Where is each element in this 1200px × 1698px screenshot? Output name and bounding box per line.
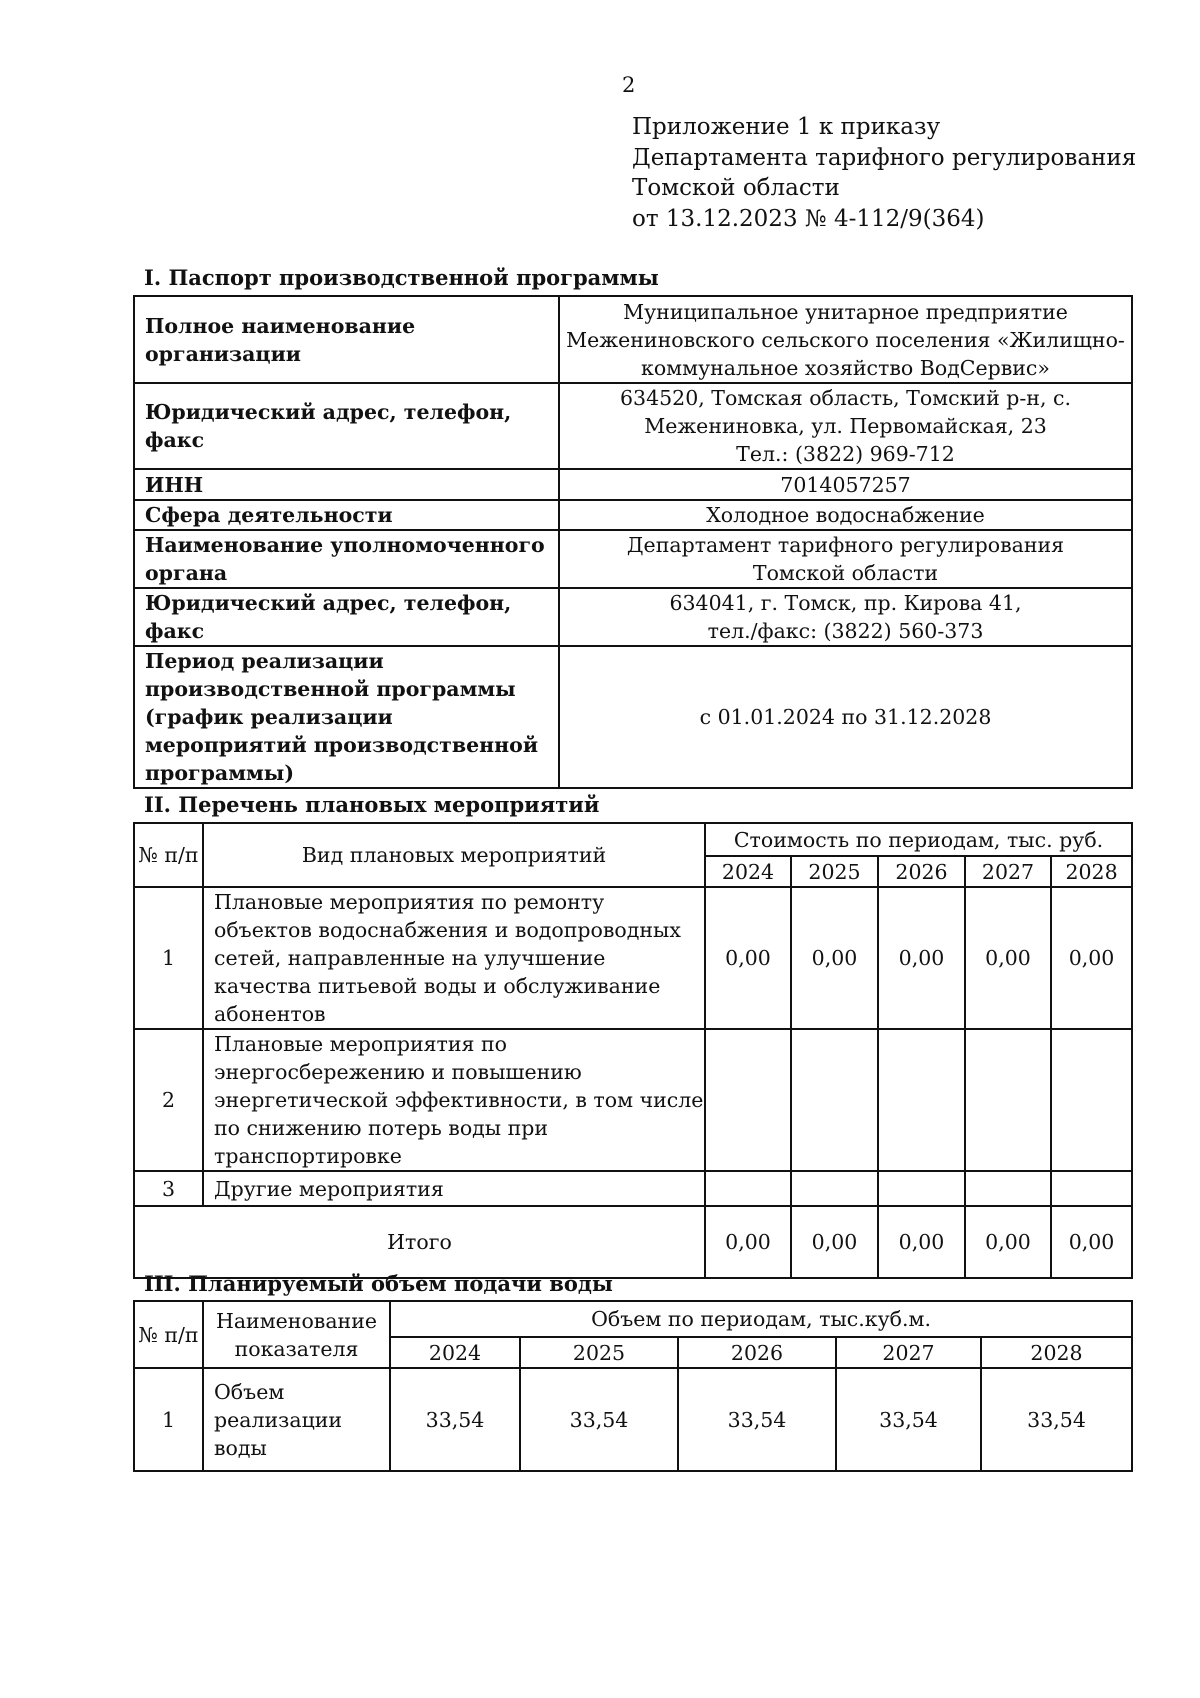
cost-cell (705, 1029, 791, 1171)
cost-cell: 0,00 (965, 887, 1051, 1029)
indicator-name: Объем реализации воды (203, 1368, 390, 1471)
table-header-row (134, 823, 1132, 856)
year-header: 2025 (520, 1337, 678, 1368)
value-line: тел./факс: (3822) 560-373 (707, 619, 984, 643)
header-number: № п/п (134, 1301, 203, 1368)
value-line: Томской области (752, 561, 939, 585)
volume-cell: 33,54 (390, 1368, 520, 1471)
cost-cell (791, 1029, 878, 1171)
passport-value: с 01.01.2024 по 31.12.2028 (559, 646, 1132, 788)
total-cell: 0,00 (878, 1206, 965, 1278)
measures-table (133, 822, 1133, 1279)
passport-label: Наименование уполномоченного органа (134, 530, 559, 588)
header-indicator: Наименование показателя (203, 1301, 390, 1368)
row-number: 1 (134, 1368, 203, 1471)
value-line: 634041, г. Томск, пр. Кирова 41, (669, 591, 1022, 615)
passport-label: Полное наименование организации (134, 296, 559, 383)
table-row (134, 1171, 1132, 1206)
cost-cell: 0,00 (791, 887, 878, 1029)
value-line: коммунальное хозяйство ВодСервис» (641, 355, 1050, 380)
passport-table (133, 295, 1133, 789)
volume-cell: 33,54 (678, 1368, 836, 1471)
total-cell: 0,00 (705, 1206, 791, 1278)
cost-cell (1051, 1029, 1132, 1171)
total-label: Итого (134, 1206, 705, 1278)
year-header: 2026 (678, 1337, 836, 1368)
cost-cell (791, 1171, 878, 1206)
volume-cell: 33,54 (981, 1368, 1132, 1471)
value-line: 634520, Томская область, Томский р-н, с. (620, 386, 1071, 410)
year-header: 2027 (836, 1337, 981, 1368)
table-row (134, 383, 1132, 469)
table-row (134, 588, 1132, 646)
row-number: 1 (134, 887, 203, 1029)
table-row (134, 887, 1132, 1029)
year-header: 2028 (1051, 856, 1132, 887)
header-number: № п/п (134, 823, 203, 887)
passport-value (559, 383, 1132, 469)
value-line: Тел.: (3822) 969-712 (736, 442, 955, 466)
section-2-title: II. Перечень плановых мероприятий (144, 792, 600, 817)
header-volume: Объем по периодам, тыс.куб.м. (390, 1301, 1132, 1337)
table-row (134, 646, 1132, 788)
table-row (134, 469, 1132, 500)
cost-cell (965, 1029, 1051, 1171)
cost-cell: 0,00 (878, 887, 965, 1029)
cost-cell (878, 1029, 965, 1171)
appendix-line: от 13.12.2023 № 4-112/9(364) (632, 205, 985, 232)
table-row (134, 1029, 1132, 1171)
appendix-line: Департамента тарифного регулирования (632, 144, 1137, 171)
year-header: 2028 (981, 1337, 1132, 1368)
total-row (134, 1206, 1132, 1278)
total-cell: 0,00 (965, 1206, 1051, 1278)
cost-cell (705, 1171, 791, 1206)
measure-name: Плановые мероприятия по энергосбережению и повышению энергетической эффективности, в том числе по снижению потерь воды при транспортировке (203, 1029, 705, 1171)
section-3-title: III. Планируемый объем подачи воды (144, 1271, 613, 1296)
year-header: 2027 (965, 856, 1051, 887)
year-header: 2025 (791, 856, 878, 887)
passport-label: Юридический адрес, телефон, факс (134, 588, 559, 646)
volume-cell: 33,54 (836, 1368, 981, 1471)
cost-cell (1051, 1171, 1132, 1206)
measure-name: Плановые мероприятия по ремонту объектов водоснабжения и водопроводных сетей, направленные на улучшение качества питьевой воды и обслуживание абонентов (203, 887, 705, 1029)
page-number: 2 (622, 73, 636, 97)
cost-cell: 0,00 (705, 887, 791, 1029)
passport-label: Юридический адрес, телефон, факс (134, 383, 559, 469)
header-measure-type: Вид плановых мероприятий (203, 823, 705, 887)
appendix-header (632, 112, 1136, 234)
passport-value (559, 530, 1132, 588)
year-header: 2024 (390, 1337, 520, 1368)
cost-cell (878, 1171, 965, 1206)
section-1-title: I. Паспорт производственной программы (144, 265, 659, 290)
value-line: Муниципальное унитарное предприятие (623, 299, 1068, 324)
measure-name: Другие мероприятия (203, 1171, 705, 1206)
header-cost: Стоимость по периодам, тыс. руб. (705, 823, 1132, 856)
year-header: 2026 (878, 856, 965, 887)
cost-cell: 0,00 (1051, 887, 1132, 1029)
table-row (134, 296, 1132, 383)
value-line: Межениновского сельского поселения «Жилищно- (566, 327, 1125, 352)
passport-label: ИНН (134, 469, 559, 500)
water-volume-table (133, 1300, 1133, 1472)
volume-cell: 33,54 (520, 1368, 678, 1471)
total-cell: 0,00 (791, 1206, 878, 1278)
table-row (134, 500, 1132, 530)
total-cell: 0,00 (1051, 1206, 1132, 1278)
row-number: 2 (134, 1029, 203, 1171)
table-row (134, 1368, 1132, 1471)
passport-label: Период реализации производственной программы (график реализации мероприятий производственной программы) (134, 646, 559, 788)
passport-label: Сфера деятельности (134, 500, 559, 530)
passport-value: Холодное водоснабжение (559, 500, 1132, 530)
year-header: 2024 (705, 856, 791, 887)
cost-cell (965, 1171, 1051, 1206)
row-number: 3 (134, 1171, 203, 1206)
passport-value: 7014057257 (559, 469, 1132, 500)
value-line: Департамент тарифного регулирования (626, 533, 1065, 557)
appendix-line: Приложение 1 к приказу (632, 114, 941, 140)
passport-value (559, 588, 1132, 646)
passport-value (559, 296, 1132, 383)
value-line: Межениновка, ул. Первомайская, 23 (644, 414, 1047, 438)
table-header-row (134, 1301, 1132, 1337)
table-row (134, 530, 1132, 588)
appendix-line: Томской области (632, 175, 840, 201)
